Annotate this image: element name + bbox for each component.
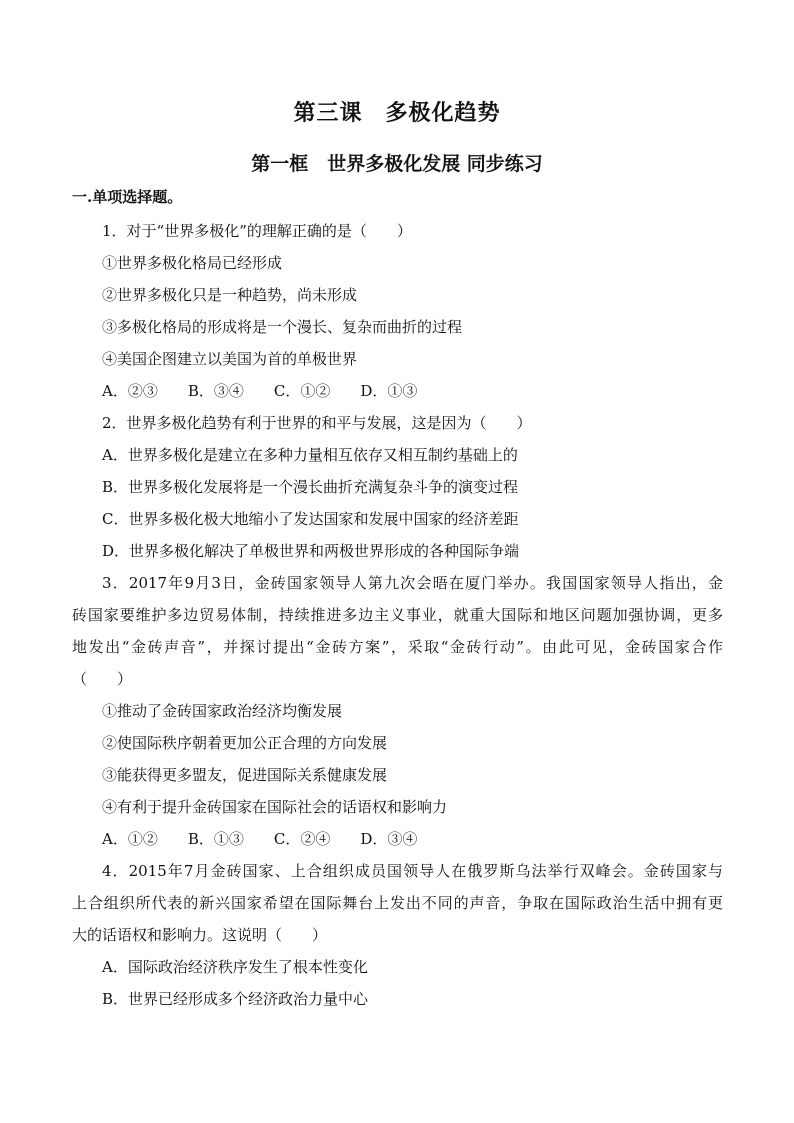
question-4-stem-line-2: 上合组织所代表的新兴国家希望在国际舞台上发出不同的声音，争取在国际政治生活中拥有更 — [72, 894, 723, 912]
q1-statement-3: ③多极化格局的形成将是一个漫长、复杂而曲折的过程 — [102, 318, 463, 336]
question-4-stem-line-1: 4．2015年7月金砖国家、上合组织成员国领导人在俄罗斯乌法举行双峰会。金砖国家与 — [102, 862, 723, 880]
q3-statement-2: ②使国际秩序朝着更加公正合理的方向发展 — [102, 734, 388, 752]
q1-statement-2: ②世界多极化只是一种趋势，尚未形成 — [102, 286, 358, 304]
question-3-stem-line-2: 砖国家要维护多边贸易体制，持续推进多边主义事业，就重大国际和地区问题加强协调，更多 — [72, 606, 723, 624]
question-3-stem-line-4: （ ） — [72, 670, 133, 688]
section-heading: 一.单项选择题。 — [72, 188, 183, 206]
q2-option-a: A．世界多极化是建立在多种力量相互依存又相互制约基础上的 — [102, 446, 518, 464]
q2-option-b: B．世界多极化发展将是一个漫长曲折充满复杂斗争的演变过程 — [102, 478, 519, 496]
question-4-stem-line-3: 大的话语权和影响力。这说明（ ） — [72, 926, 328, 944]
q4-option-a: A．国际政治经济秩序发生了根本性变化 — [102, 958, 368, 976]
q2-option-d: D．世界多极化解决了单极世界和两极世界形成的各种国际争端 — [102, 542, 520, 560]
question-2-stem: 2．世界多极化趋势有利于世界的和平与发展，这是因为（ ） — [102, 414, 532, 432]
q1-options: A．②③ B．③④ C．①② D．①③ — [102, 382, 418, 400]
q1-statement-1: ①世界多极化格局已经形成 — [102, 254, 283, 272]
q2-option-c: C．世界多极化极大地缩小了发达国家和发展中国家的经济差距 — [102, 510, 519, 528]
question-3-stem-line-3: 地发出“金砖声音”，并探讨提出“金砖方案”，采取“金砖行动”。由此可见，金砖国家合作 — [72, 638, 723, 656]
page-subtitle: 第一框 世界多极化发展 同步练习 — [251, 153, 543, 175]
question-3-stem-line-1: 3．2017年9月3日，金砖国家领导人第九次会晤在厦门举办。我国国家领导人指出，金 — [102, 574, 723, 592]
q3-statement-1: ①推动了金砖国家政治经济均衡发展 — [102, 702, 343, 720]
question-1-stem: 1．对于“世界多极化”的理解正确的是（ ） — [102, 222, 412, 240]
q1-statement-4: ④美国企图建立以美国为首的单极世界 — [102, 350, 358, 368]
q3-statement-3: ③能获得更多盟友，促进国际关系健康发展 — [102, 766, 388, 784]
page-title: 第三课 多极化趋势 — [293, 100, 501, 126]
q4-option-b: B．世界已经形成多个经济政治力量中心 — [102, 990, 369, 1008]
q3-statement-4: ④有利于提升金砖国家在国际社会的话语权和影响力 — [102, 798, 448, 816]
q3-options: A．①② B．①③ C．②④ D．③④ — [102, 830, 418, 848]
